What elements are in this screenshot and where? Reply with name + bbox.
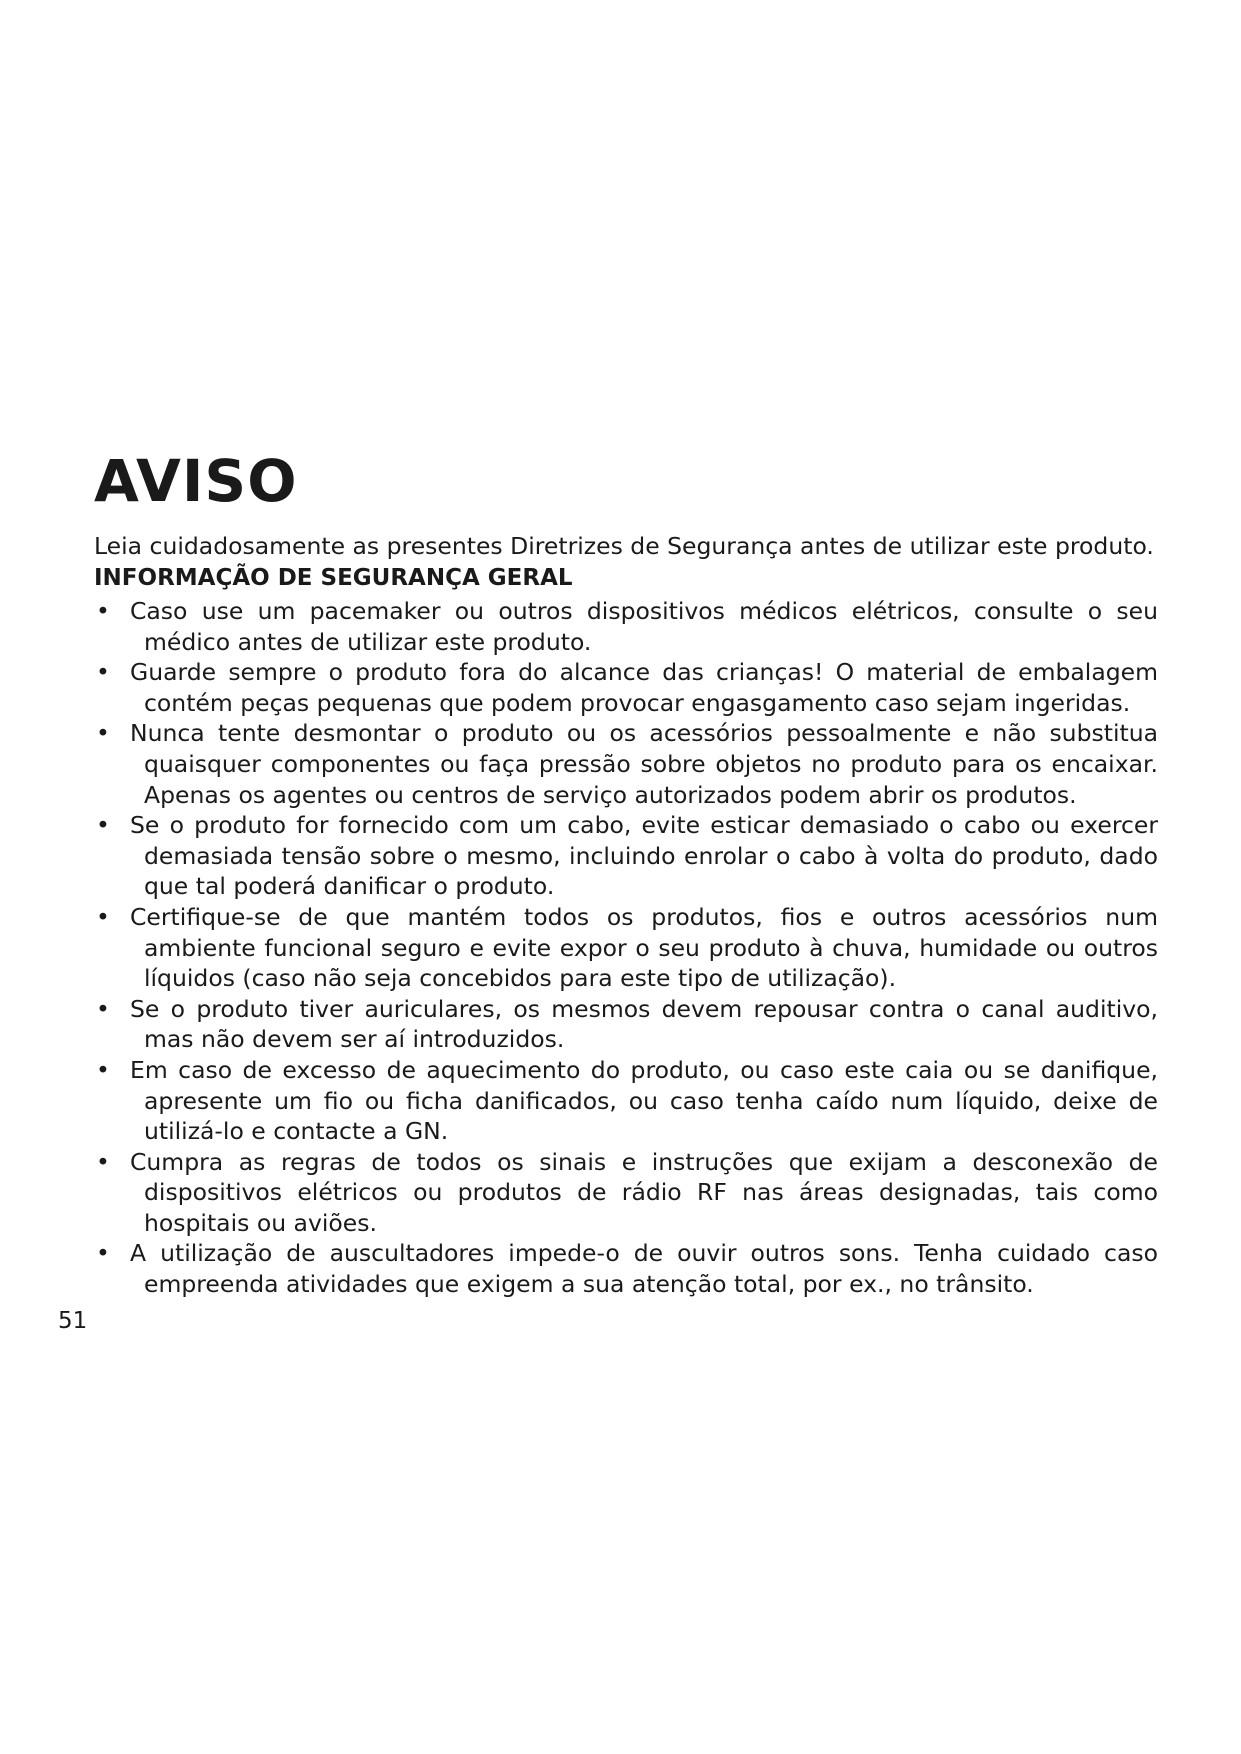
section-heading: INFORMAÇÃO DE SEGURANÇA GERAL <box>94 565 573 591</box>
bullet-icon: • <box>96 994 110 1023</box>
list-item <box>94 994 1158 1055</box>
bullet-icon: • <box>96 1147 110 1176</box>
list-item-text: Em caso de excesso de aquecimento do produto, ou caso este caia ou se danifique, apresente um fio ou ficha danificados, ou caso tenha caído num líquido, deixe de utilizá-lo e contacte a GN. <box>130 1055 1158 1146</box>
list-item <box>94 596 1158 657</box>
page-number: 51 <box>58 1308 88 1334</box>
page-title: AVISO <box>94 447 298 515</box>
bullet-icon: • <box>96 597 110 625</box>
list-item <box>94 1238 1158 1299</box>
bullet-icon: • <box>96 811 110 840</box>
list-item-text: Se o produto for fornecido com um cabo, evite esticar demasiado o cabo ou exercer demasiada tensão sobre o mesmo, incluindo enrolar o cabo à volta do produto, dado que tal poderá danificar o produto. <box>130 811 1158 901</box>
bullet-icon: • <box>96 1055 110 1084</box>
list-item <box>94 718 1158 810</box>
bullet-icon: • <box>96 902 110 931</box>
bullet-icon: • <box>96 719 110 748</box>
bullet-icon: • <box>96 658 110 687</box>
list-item-text: Caso use um pacemaker ou outros dispositivos médicos elétricos, consulte o seu médico antes de utilizar este produto. <box>130 597 1158 656</box>
list-item <box>94 1147 1158 1239</box>
list-item <box>94 657 1158 718</box>
list-item <box>94 902 1158 994</box>
list-item <box>94 1055 1158 1147</box>
list-item-text: Certifique-se de que mantém todos os produtos, fios e outros acessórios num ambiente funcional seguro e evite expor o seu produto à chuva, humidade ou outros líquidos (caso não seja concebidos para este tipo de utilização). <box>130 902 1158 993</box>
list-item-text: Se o produto tiver auriculares, os mesmos devem repousar contra o canal auditivo, mas não devem ser aí introduzidos. <box>130 994 1158 1054</box>
list-item <box>94 810 1158 902</box>
list-item-text: A utilização de auscultadores impede-o de ouvir outros sons. Tenha cuidado caso empreenda atividades que exigem a sua atenção total, por ex., no trânsito. <box>130 1239 1158 1299</box>
bullet-icon: • <box>96 1239 110 1268</box>
list-item-text: Guarde sempre o produto fora do alcance das crianças! O material de embalagem contém peças pequenas que podem provocar engasgamento caso sejam ingeridas. <box>130 658 1158 717</box>
safety-list <box>94 596 1158 1300</box>
intro-paragraph: Leia cuidadosamente as presentes Diretrizes de Segurança antes de utilizar este produto. <box>94 532 1154 560</box>
list-item-text: Cumpra as regras de todos os sinais e instruções que exijam a desconexão de dispositivos elétricos ou produtos de rádio RF nas áreas designadas, tais como hospitais ou aviões. <box>130 1147 1158 1237</box>
list-item-text: Nunca tente desmontar o produto ou os acessórios pessoalmente e não substitua quaisquer componentes ou faça pressão sobre objetos no produto para os encaixar. Apenas os agentes ou centros de serviço autorizados podem abrir os produtos. <box>130 719 1158 809</box>
